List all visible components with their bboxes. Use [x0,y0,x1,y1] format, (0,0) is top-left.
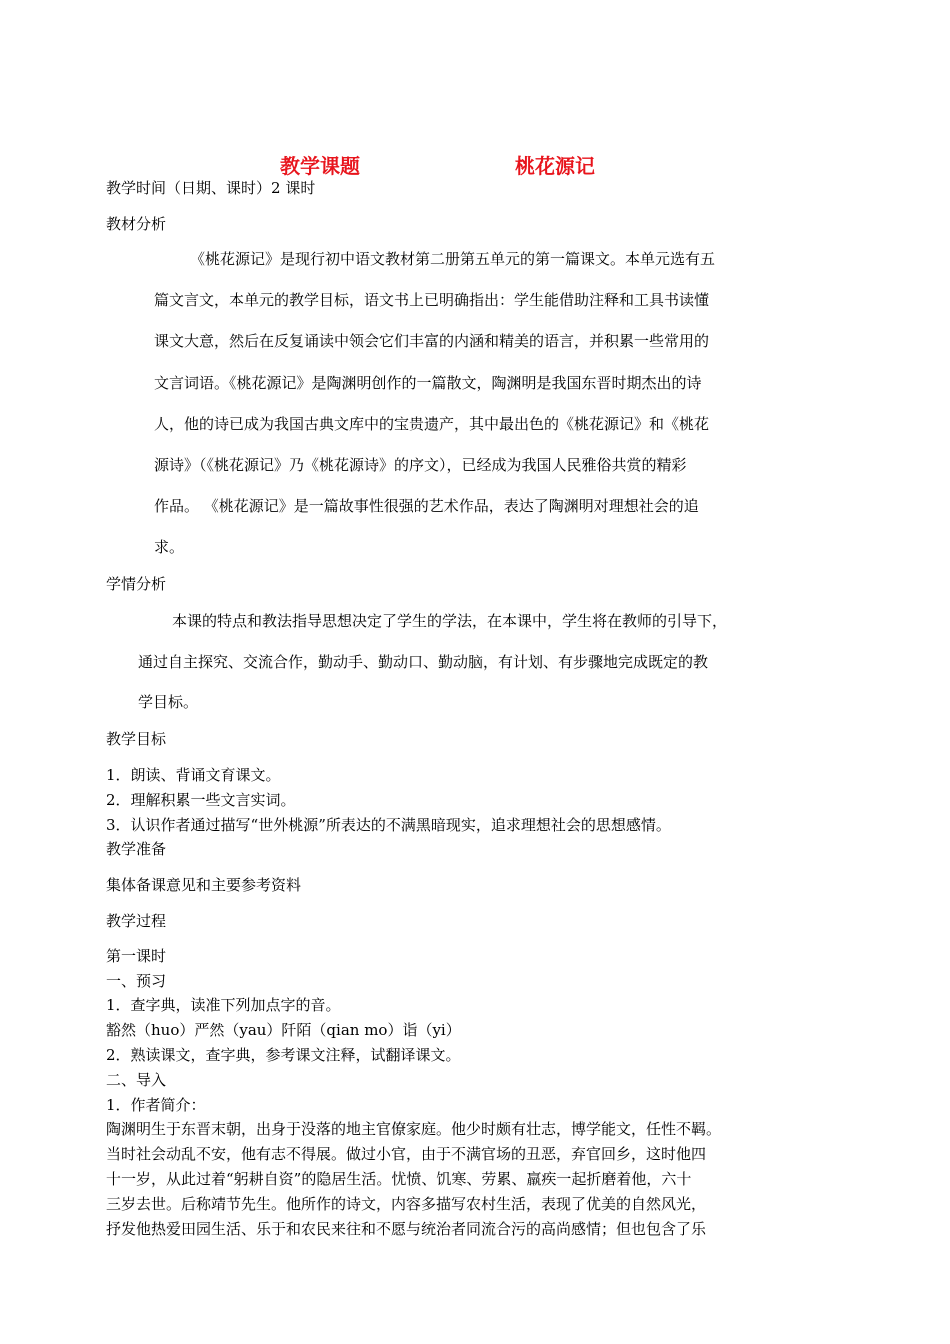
process-line: 十一岁，从此过着“躬耕自资”的隐居生活。忧愤、饥寒、劳累、羸疾一起折磨着他，六十 [106,1170,692,1188]
material-analysis-line: 源诗》（《桃花源记》乃《桃花源诗》的序文），已经成为我国人民雅俗共赏的精彩 [154,456,687,474]
title-label: 教学课题 [280,154,360,178]
objective-item: 3．认识作者通过描写“世外桃源”所表达的不满黑暗现实，追求理想社会的思想感情。 [106,816,671,834]
student-analysis-line: 本课的特点和教法指导思想决定了学生的学法，在本课中，学生将在教师的引导下， [172,612,728,630]
process-line: 三岁去世。后称靖节先生。他所作的诗文，内容多描写农村生活，表现了优美的自然风光， [106,1195,707,1213]
student-analysis-line: 学目标。 [138,693,199,711]
process-line: 1．作者简介： [106,1096,206,1114]
process-line: 当时社会动乱不安，他有志不得展。做过小官，由于不满官场的丑恶，弃官回乡，这时他四 [106,1145,707,1163]
process-line: 抒发他热爱田园生活、乐于和农民来往和不愿与统治者同流合污的高尚感情；但也包含了乐 [106,1220,707,1238]
teaching-time: 教学时间（日期、课时）2 课时 [106,179,316,197]
process-line: 1．查字典，读准下列加点字的音。 [106,996,341,1014]
objective-item: 2．理解积累一些文言实词。 [106,791,296,809]
process-line: 豁然（huo）严然（yau）阡陌（qian mo）诣（yi） [106,1021,461,1039]
material-analysis-line: 篇文言文，本单元的教学目标，语文书上已明确指出：学生能借助注释和工具书读懂 [154,291,710,309]
material-analysis-line: 《桃花源记》是现行初中语文教材第二册第五单元的第一篇课文。本单元选有五 [190,250,716,268]
material-analysis-line: 课文大意，然后在反复诵读中领会它们丰富的内涵和精美的语言，并积累一些常用的 [154,332,710,350]
process-line: 陶渊明生于东晋末朝，出身于没落的地主官僚家庭。他少时颇有壮志，博学能文，任性不羁。 [106,1120,722,1138]
process-line: 二、导入 [106,1071,167,1089]
material-analysis-line: 人，他的诗已成为我国古典文库中的宝贵遗产，其中最出色的《桃花源记》和《桃花 [154,415,710,433]
student-analysis-heading: 学情分析 [106,575,167,593]
material-analysis-heading: 教材分析 [106,215,167,233]
process-line: 第一课时 [106,947,167,965]
student-analysis-line: 通过自主探究、交流合作，勤动手、勤动口、勤动脑，有计划、有步骤地完成既定的教 [138,653,709,671]
process-heading: 教学过程 [106,912,167,930]
process-line: 一、预习 [106,972,167,990]
preparation-heading: 教学准备 [106,840,167,858]
objective-item: 1．朗读、背诵文育课文。 [106,766,281,784]
material-analysis-line: 作品。 《桃花源记》是一篇故事性很强的艺术作品，表达了陶渊明对理想社会的追 [154,497,699,515]
material-analysis-line: 文言词语。《桃花源记》是陶渊明创作的一篇散文，陶渊明是我国东晋时期杰出的诗 [154,374,702,392]
preparation-text: 集体备课意见和主要参考资料 [106,876,302,894]
title-topic: 桃花源记 [515,154,595,178]
objectives-heading: 教学目标 [106,730,167,748]
material-analysis-line: 求。 [154,538,185,556]
process-line: 2．熟读课文，查字典，参考课文注释，试翻译课文。 [106,1046,461,1064]
